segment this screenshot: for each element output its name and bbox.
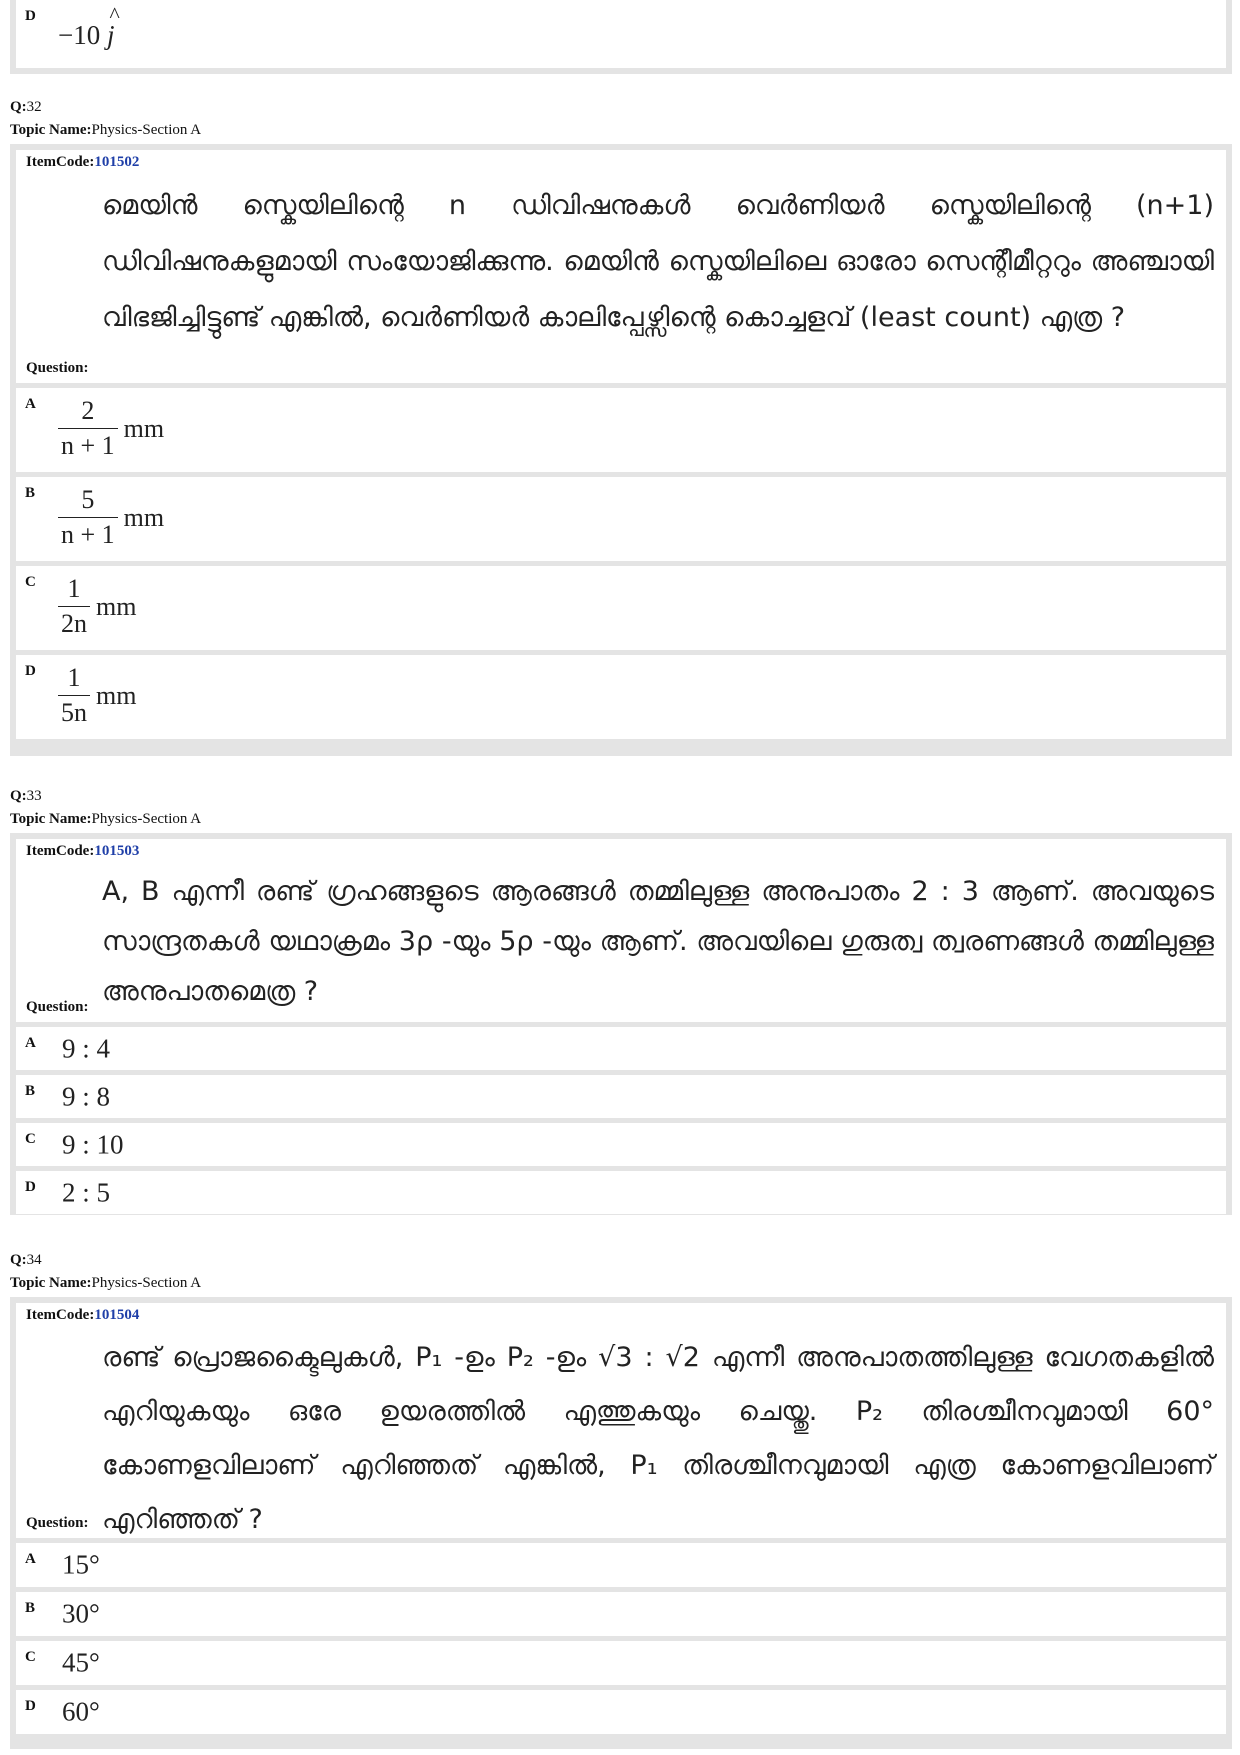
option-row[interactable]: [16, 0, 1226, 68]
question-row: [16, 150, 1226, 383]
item-code: ItemCode:101504: [26, 1307, 140, 1323]
option-label: B: [25, 1083, 36, 1099]
option-row[interactable]: [16, 1592, 1226, 1636]
topic-name: Topic Name:Physics-Section A: [10, 122, 202, 138]
question-label: Question:: [26, 1515, 89, 1531]
option-text: 15°: [62, 1549, 100, 1580]
option-fraction: $\frac{1}{5n}$ mm: [58, 661, 136, 730]
question-number: Q:32: [10, 99, 42, 115]
option-label: B: [25, 1600, 36, 1616]
option-text: 2 : 5: [62, 1177, 111, 1207]
item-code: ItemCode:101503: [26, 843, 140, 859]
option-label: C: [25, 574, 36, 590]
option-label: D: [25, 663, 36, 679]
option-text: 9 : 8: [62, 1081, 111, 1111]
option-row[interactable]: [16, 388, 1226, 472]
question-label: Question:: [26, 999, 89, 1015]
option-text: 60°: [62, 1696, 100, 1727]
option-fraction: $\frac{1}{2n}$ mm: [58, 572, 136, 641]
question-row: [16, 1303, 1226, 1538]
option-row[interactable]: [16, 1690, 1226, 1734]
option-label: A: [25, 1551, 36, 1567]
question-card: [10, 833, 1232, 1215]
question-text: മെയിൻ സ്കെയിലിന്റെ n ഡിവിഷനുകൾ വെർണിയർ സ്കെയിലിന്റെ (n+1) ഡിവിഷനുകളുമായി സംയോജിക്കുന്നു. മെയിൻ സ്കെയിലിലെ ഓരോ സെന്റീമീറ്ററും അഞ്ചായി വിഭജിച്ചിട്ടുണ്ട് എങ്കിൽ, വെർണിയർ കാലിപ്പേഴ്സിന്റെ കൊച്ചളവ് (least count) എത്ര ?: [102, 190, 1214, 333]
question-card: [10, 144, 1232, 756]
question-number: Q:33: [10, 788, 42, 804]
item-code: ItemCode:101502: [26, 154, 140, 170]
topic-name: Topic Name:Physics-Section A: [10, 811, 202, 827]
option-row[interactable]: [16, 1075, 1226, 1118]
option-fraction: $\frac{2}{n + 1}$ mm: [58, 394, 164, 463]
option-row[interactable]: [16, 1027, 1226, 1070]
option-text: 45°: [62, 1647, 100, 1678]
option-label: C: [25, 1649, 36, 1665]
question-row: [16, 839, 1226, 1022]
question-text: രണ്ട് പ്രൊജക്ടൈലുകൾ, P₁ -ഉം P₂ -ഉം √3 : √2 എന്നീ അനുപാതത്തിലുള്ള വേഗതകളിൽ എറിയുകയും ഒരേ ഉയരത്തിൽ എത്തുകയും ചെയ്തു. P₂ തിരശ്ചീനവുമായി 60° കോണളവിലാണ് എറിഞ്ഞത് എങ്കിൽ, P₁ തിരശ്ചീനവുമായി എത്ര കോണളവിലാണ് എറിഞ്ഞത് ?: [102, 1342, 1214, 1535]
option-text: 9 : 10: [62, 1129, 124, 1159]
option-label: D: [25, 1698, 36, 1714]
option-text: −10 ^ j: [58, 20, 115, 51]
prev-question-options: [10, 0, 1232, 74]
topic-name: Topic Name:Physics-Section A: [10, 1275, 202, 1291]
option-label: B: [25, 485, 36, 501]
option-fraction: $\frac{5}{n + 1}$ mm: [58, 483, 164, 552]
option-row[interactable]: [16, 1543, 1226, 1587]
option-row[interactable]: [16, 1171, 1226, 1214]
option-row[interactable]: [16, 566, 1226, 650]
option-label: A: [25, 396, 36, 412]
option-label: D: [25, 1179, 36, 1195]
question-label: Question:: [26, 360, 89, 376]
option-row[interactable]: [16, 477, 1226, 561]
question-card: [10, 1297, 1232, 1749]
option-text: 30°: [62, 1598, 100, 1629]
option-label: D: [25, 8, 36, 24]
question-number: Q:34: [10, 1252, 42, 1268]
option-row[interactable]: [16, 1123, 1226, 1166]
option-text: 9 : 4: [62, 1033, 111, 1063]
option-label: C: [25, 1131, 36, 1147]
option-row[interactable]: [16, 655, 1226, 739]
option-row[interactable]: [16, 1641, 1226, 1685]
option-label: A: [25, 1035, 36, 1051]
question-text: A, B എന്നീ രണ്ട് ഗ്രഹങ്ങളുടെ ആരങ്ങൾ തമ്മിലുള്ള അനുപാതം 2 : 3 ആണ്. അവയുടെ സാന്ദ്രതകൾ യഥാക്രമം 3ρ -യും 5ρ -യും ആണ്. അവയിലെ ഗുരുത്വ ത്വരണങ്ങൾ തമ്മിലുള്ള അനുപാതമെത്ര ?: [102, 876, 1214, 1007]
